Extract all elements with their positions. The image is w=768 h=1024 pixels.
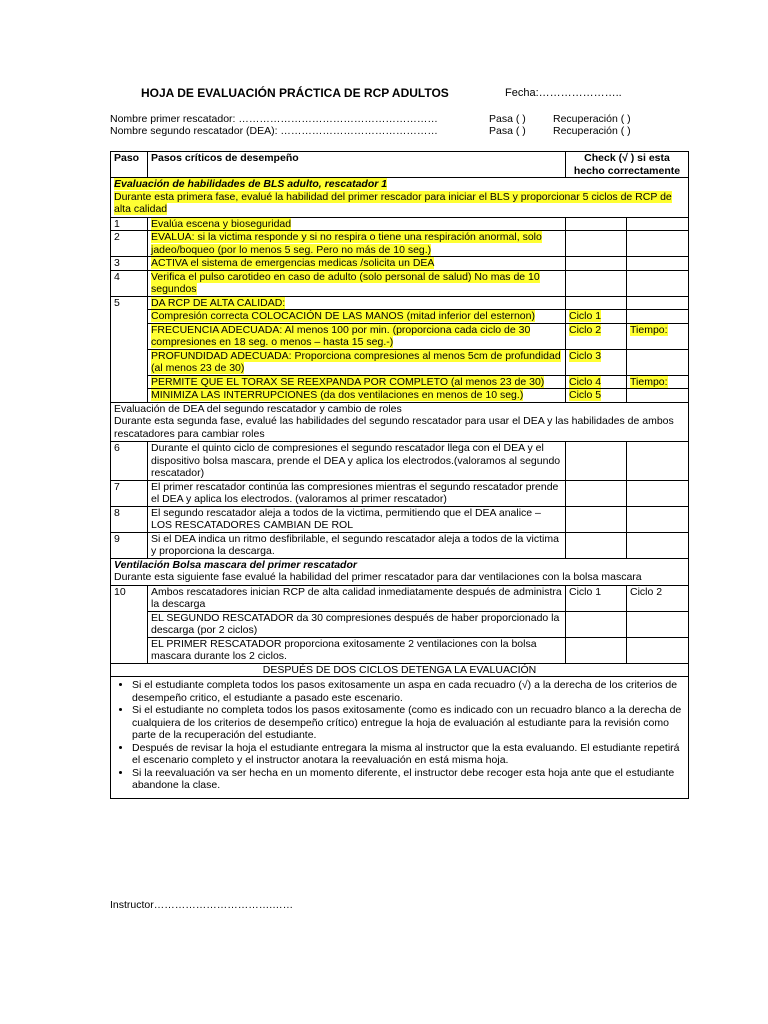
cycle-time[interactable]: Tiempo: (627, 375, 689, 389)
step-text: EL PRIMER RESCATADOR proporciona exitosamente 2 ventilaciones con la bolsa mascara durante los 2 ciclos. (148, 637, 566, 663)
check-box[interactable] (627, 532, 689, 558)
rescuer2-name-field: Nombre segundo rescatador (DEA): ……………………………………… (110, 125, 438, 137)
col-header-check: Check (√ ) si esta hecho correctamente (566, 152, 689, 178)
table-row (111, 231, 689, 257)
check-box[interactable] (566, 296, 627, 310)
cpr-text: PROFUNDIDAD ADECUADA: Proporciona compresiones al menos 5cm de profundidad (al menos 23 de 30) (148, 349, 566, 375)
check-box[interactable] (627, 637, 689, 663)
check-box[interactable] (627, 270, 689, 296)
rescuer2-pasa: Pasa ( ) (489, 125, 526, 137)
table-row (111, 296, 689, 310)
section1-desc: Durante esta primera fase, evalué la habilidad del primer rescador para iniciar el BLS y proporcionar 5 ciclos de RCP de alta calidad (114, 190, 672, 215)
check-box[interactable] (627, 611, 689, 637)
step-number: 5 (111, 296, 148, 402)
col-header-pasos: Pasos críticos de desempeño (148, 152, 566, 178)
instructor-field: Instructor…………………………….…… (110, 899, 294, 911)
section2-title: Evaluación de DEA del segundo rescatador y cambio de roles (114, 402, 402, 415)
step-number: 4 (111, 270, 148, 296)
step-number: 1 (111, 217, 148, 231)
cycle-extra[interactable] (627, 349, 689, 375)
rescuer2-recuperacion: Recuperación ( ) (553, 125, 631, 137)
cycle-label: Ciclo 3 (566, 349, 627, 375)
stop-row (111, 663, 689, 677)
step-text: El primer rescatador continúa las compresiones mientras el segundo rescatador prende el DEA y aplica los electrodos. (valoramos al primer rescatador) (148, 480, 566, 506)
table-row (111, 257, 689, 271)
check-box[interactable] (566, 611, 627, 637)
table-row (111, 532, 689, 558)
check-box[interactable] (566, 480, 627, 506)
section2-row (111, 402, 689, 442)
cycle-time[interactable]: Tiempo: (627, 323, 689, 349)
step-text: Verifica el pulso carotideo en caso de adulto (solo personal de salud) No mas de 10 segundos (148, 270, 566, 296)
section1-row (111, 178, 689, 218)
table-row (111, 480, 689, 506)
table-row (111, 585, 689, 611)
cpr-text: Compresión correcta COLOCACIÓN DE LAS MANOS (mitad inferior del esternon) (148, 310, 566, 324)
section3-row (111, 558, 689, 585)
step-text: Durante el quinto ciclo de compresiones el segundo rescatador llega con el DEA y el dispositivo bolsa mascara, prende el DEA y aplica los electrodos.(valoramos al segundo rescatador) (148, 442, 566, 481)
note-item: • Si el estudiante no completa todos los pasos exitosamente (como es indicado con un recuadro blanco a la derecha de cualquiera de los criterios de desempeño crítico) entregue la hoja de evaluación al estudiante para la revisión como parte de la recuperación del estudiante. (132, 704, 685, 742)
cycle-label: Ciclo 2 (566, 323, 627, 349)
section2-cell (111, 402, 689, 442)
check-box[interactable] (566, 270, 627, 296)
check-box[interactable] (566, 532, 627, 558)
check-box[interactable] (627, 217, 689, 231)
cycle-label[interactable]: Ciclo 2 (627, 585, 689, 611)
cycle-label: Ciclo 5 (566, 389, 627, 403)
step-number: 8 (111, 506, 148, 532)
section1-title: Evaluación de habilidades de BLS adulto, rescatador 1 (114, 178, 388, 190)
step-number: 7 (111, 480, 148, 506)
step-text: EL SEGUNDO RESCATADOR da 30 compresiones después de haber proporcionado la descarga (por 2 ciclos) (148, 611, 566, 637)
table-row (111, 217, 689, 231)
cpr-row (111, 389, 689, 403)
check-box[interactable] (566, 506, 627, 532)
step-text: ACTIVA el sistema de emergencias medicas /solicita un DEA (148, 257, 566, 271)
check-box[interactable] (566, 217, 627, 231)
cpr-row (111, 310, 689, 324)
note-item: • Si la reevaluación va ser hecha en un momento diferente, el instructor debe recoger esta hoja ante que el estudiante abandone la clase. (132, 767, 685, 792)
section1-cell (111, 178, 689, 218)
step-text: DA RCP DE ALTA CALIDAD: (148, 296, 566, 310)
cycle-extra[interactable] (627, 310, 689, 324)
table-row (111, 637, 689, 663)
check-box[interactable] (627, 257, 689, 271)
page-title: HOJA DE EVALUACIÓN PRÁCTICA DE RCP ADULTOS (141, 86, 449, 100)
date-field: Fecha:………………….. (505, 87, 622, 99)
table-row (111, 611, 689, 637)
cpr-row (111, 375, 689, 389)
cpr-text: PERMITE QUE EL TORAX SE REEXPANDA POR COMPLETO (al menos 23 de 30) (148, 375, 566, 389)
section3-desc: Durante esta siguiente fase evalué la habilidad del primer rescatador para dar ventilaciones con la bolsa mascara (114, 571, 642, 583)
table-row (111, 270, 689, 296)
note-item: • Después de revisar la hoja el estudiante entregara la misma al instructor que la esta evaluando. El estudiante repetirá el escenario completo y el instructor anotara la reevaluación en está misma hoja. (132, 742, 685, 767)
check-box[interactable] (627, 231, 689, 257)
check-box[interactable] (566, 231, 627, 257)
stop-instruction: DESPUÉS DE DOS CICLOS DETENGA LA EVALUACIÓN (111, 663, 689, 677)
notes-row (111, 677, 689, 799)
section3-title: Ventilación Bolsa mascara del primer rescatador (114, 558, 357, 571)
rescuer1-pasa: Pasa ( ) (489, 113, 526, 125)
step-number: 2 (111, 231, 148, 257)
check-box[interactable] (566, 442, 627, 481)
check-box[interactable] (627, 480, 689, 506)
evaluation-table (110, 151, 689, 799)
note-item: • Si el estudiante completa todos los pasos exitosamente un aspa en cada recuadro (√) a la derecha de los criterios de desempeño critico, el estudiante a pasado este escenario. (132, 679, 685, 704)
cpr-text: FRECUENCIA ADECUADA: Al menos 100 por min. (proporciona cada ciclo de 30 compresiones en 18 seg. o menos – hasta 15 seg.-) (148, 323, 566, 349)
step-text: EVALUA: si la victima responde y si no respira o tiene una respiración anormal, solo jadeo/boqueo (por lo menos 5 seg. Pero no más de 10 seg.) (148, 231, 566, 257)
check-box[interactable] (566, 257, 627, 271)
cycle-label[interactable]: Ciclo 1 (566, 585, 627, 611)
col-header-paso: Paso (111, 152, 148, 178)
cycle-extra[interactable] (627, 389, 689, 403)
table-row (111, 506, 689, 532)
step-number: 6 (111, 442, 148, 481)
table-row (111, 442, 689, 481)
step-text: El segundo rescatador aleja a todos de la victima, permitiendo que el DEA analice – LOS RESCATADORES CAMBIAN DE ROL (148, 506, 566, 532)
check-box[interactable] (566, 637, 627, 663)
step-text: Evalúa escena y bioseguridad (148, 217, 566, 231)
notes-list (114, 679, 685, 792)
check-box[interactable] (627, 442, 689, 481)
table-header-row (111, 152, 689, 178)
check-box[interactable] (627, 506, 689, 532)
section2-desc: Durante esta segunda fase, evalué las habilidades del segundo rescatador para usar el DEA y las habilidades de ambos rescatadores para cambiar roles (114, 415, 674, 440)
cycle-label: Ciclo 4 (566, 375, 627, 389)
cpr-text: MINIMIZA LAS INTERRUPCIONES (da dos ventilaciones en menos de 10 seg.) (148, 389, 566, 403)
notes-cell (111, 677, 689, 799)
check-box[interactable] (627, 296, 689, 310)
cpr-row (111, 323, 689, 349)
section3-cell (111, 558, 689, 585)
step-text: Ambos rescatadores inician RCP de alta calidad inmediatamente después de administra la descarga (148, 585, 566, 611)
rescuer1-name-field: Nombre primer rescatador: ………………………………………………… (110, 113, 438, 125)
step-number: 10 (111, 585, 148, 663)
step-number: 3 (111, 257, 148, 271)
step-text: Si el DEA indica un ritmo desfibrilable, el segundo rescatador aleja a todos de la victima y proporciona la descarga. (148, 532, 566, 558)
step-number: 9 (111, 532, 148, 558)
cycle-label: Ciclo 1 (566, 310, 627, 324)
rescuer1-recuperacion: Recuperación ( ) (553, 113, 631, 125)
cpr-row (111, 349, 689, 375)
